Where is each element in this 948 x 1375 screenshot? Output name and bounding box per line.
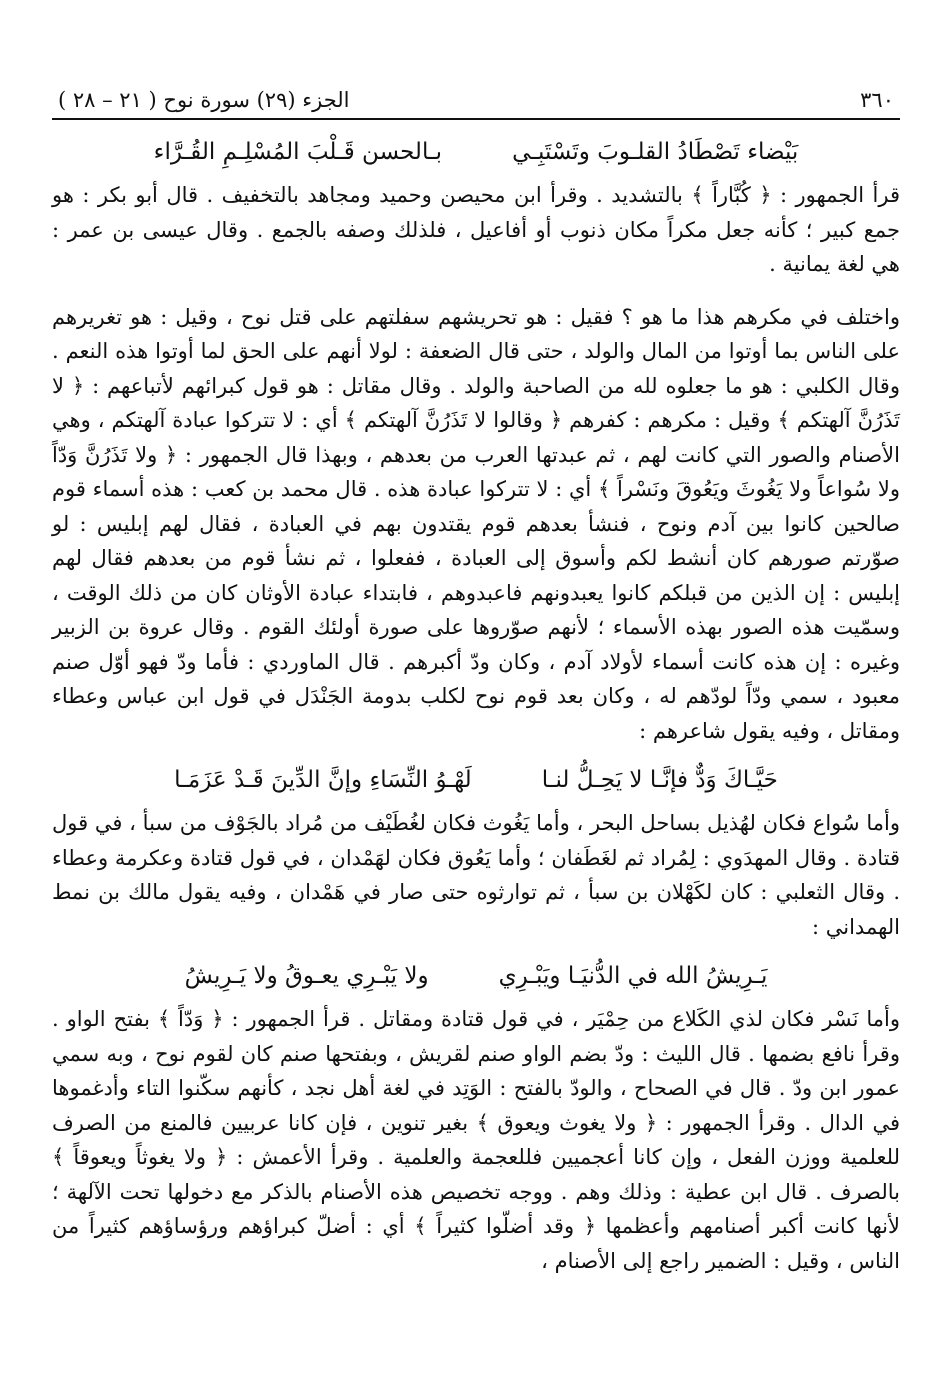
page-number: ٣٦٠ (860, 88, 894, 112)
verse-2-second-hemistich: لَهْـوُ النِّسَاءِ وإنَّ الدِّينَ قَـدْ عَزَمَـا (174, 767, 472, 793)
page-header (52, 88, 900, 116)
header-rule (52, 118, 900, 120)
paragraph-gap (52, 282, 900, 300)
verse-2-first-hemistich: حَيَّـاكَ وَدٌّ فإنَّـا لا يَحِـلُّ لنـا (541, 767, 778, 793)
paragraph-2: واختلف في مكرهم هذا ما هو ؟ فقيل : هو تحريشهم سفلتهم على قتل نوح ، وقيل : هو تغريرهم على الناس بما أوتوا من المال والولد ، حتى قال الضعفة : لولا أنهم على الحق لما أوتوا هذه النعم . وقال الكلبي : هو ما جعلوه لله من الصاحبة والولد . وقال مقاتل : هو قول كبرائهم لأتباعهم : ﴿ لا تَذَرُنَّ آلهتكم ﴾ وقيل : مكرهم : كفرهم ﴿ وقالوا لا تَذَرُنَّ آلهتكم ﴾ أي : لا تتركوا عبادة آلهتكم ، وهي الأصنام والصور التي كانت لهم ، ثم عبدتها العرب من بعدهم ، وبهذا قال الجمهور : ﴿ ولا تَذَرُنَّ وَدّاً ولا سُواعاً ولا يَغُوثَ ويَعُوقَ ونَسْراً ﴾ أي : لا تتركوا عبادة هذه . قال محمد بن كعب : هذه أسماء قوم صالحين كانوا بين آدم ونوح ، فنشأ بعدهم قوم يقتدون بهم في العبادة ، فقال لهم إبليس : لو صوّرتم صورهم كان أنشط لكم وأسوق إلى العبادة ، ففعلوا ، ثم نشأ قوم من بعدهم فقال لهم إبليس : إن الذين من قبلكم كانوا يعبدونهم فاعبدوهم ، فابتداء عبادة الأوثان كان من ذلك الوقت ، وسمّيت هذه الصور بهذه الأسماء ؛ لأنهم صوّروها على صورة أولئك القوم . وقال عروة بن الزبير وغيره : إن هذه كانت أسماء لأولاد آدم ، وكان ودّ أكبرهم . قال الماوردي : فأما ودّ فهو أوّل صنم معبود ، سمي ودّاً لودّهم له ، وكان بعد قوم نوح لكلب بدومة الجَنْدَل في قول ابن عباس وعطاء ومقاتل ، وفيه يقول شاعرهم : (52, 304, 900, 743)
verse-line-2 (52, 758, 900, 802)
paragraph-1: قرأ الجمهور : ﴿ كُبَّاراً ﴾ بالتشديد . وقرأ ابن محيصن وحميد ومجاهد بالتخفيف . قال أبو بكر : هو جمع كبير ؛ كأنه جعل مكراً مكان ذنوب أو أفاعيل ، فلذلك وصفه بالجمع . وقال عيسى بن عمر : هي لغة يمانية . (52, 183, 900, 276)
verse-1-second-hemistich: بـالحسن قَـلْبَ المُسْلِـمِ القُـرَّاء (153, 139, 443, 165)
verse-3-second-hemistich: ولا يَبْـرِي يعـوقُ ولا يَـرِيشُ (184, 963, 429, 989)
verse-1-first-hemistich: بَيْضاء تَصْطَادُ القلـوبَ وتَسْتَبِـي (512, 139, 799, 165)
book-page (52, 88, 900, 1278)
verse-3-first-hemistich: يَـرِيشُ الله في الدُّنيَـا ويَبْـرِي (498, 963, 768, 989)
verse-line-1 (52, 130, 900, 174)
verse-line-3 (52, 954, 900, 998)
running-title: الجزء (٢٩) سورة نوح ( ٢١ – ٢٨ ) (58, 88, 350, 112)
paragraph-4: وأما نَسْر فكان لذي الكَلاع من حِمْيَر ، في قول قتادة ومقاتل . قرأ الجمهور : ﴿ وَدّاً ﴾ بفتح الواو . وقرأ نافع بضمها . قال الليث : ودّ بضم الواو صنم لقريش ، وبفتحها صنم كان لقوم نوح ، وبه سمي عمور ابن ودّ . قال في الصحاح ، والودّ بالفتح : الوَتِد في لغة أهل نجد ، كأنهم سكّنوا التاء وأدغموها في الدال . وقرأ الجمهور : ﴿ ولا يغوث ويعوق ﴾ بغير تنوين ، فإن كانا عربيين فالمنع من الصرف للعلمية ووزن الفعل ، وإن كانا أعجميين فللعجمة والعلمية . وقرأ الأعمش : ﴿ ولا يغوثاً ويعوقاً ﴾ بالصرف . قال ابن عطية : وذلك وهم . ووجه تخصيص هذه الأصنام بالذكر مع دخولها تحت الآلهة ؛ لأنها كانت أكبر أصنامهم وأعظمها ﴿ وقد أضلّوا كثيراً ﴾ أي : أضلّ كبراؤهم ورؤساؤهم كثيراً من الناس ، وقيل : الضمير راجع إلى الأصنام ، (52, 1007, 900, 1273)
paragraph-3: وأما سُواع فكان لهُذيل بساحل البحر ، وأما يَغُوث فكان لغُطَيْف من مُراد بالجَوْف من سبأ ، في قول قتادة . وقال المهدَوي : لِمُراد ثم لغَطَفان ؛ وأما يَعُوق فكان لهَمْدان ، في قول قتادة وعكرمة وعطاء . وقال الثعلبي : كان لكَهْلان بن سبأ ، ثم توارثوه حتى صار في هَمْدان ، وفيه يقول مالك بن نمط الهمداني : (52, 811, 900, 939)
